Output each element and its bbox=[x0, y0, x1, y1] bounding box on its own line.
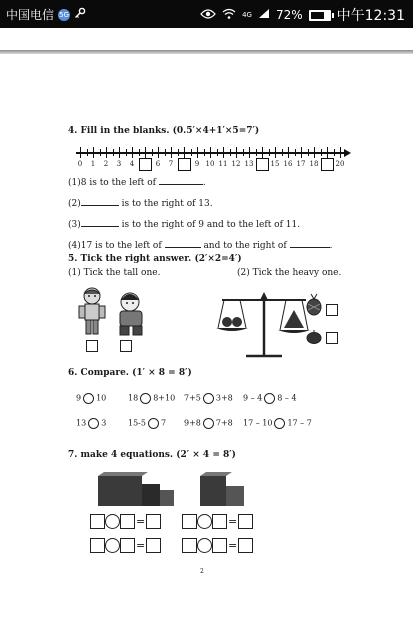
wifi-icon bbox=[222, 8, 236, 22]
number-line-minor-tick bbox=[282, 149, 283, 156]
compare-2-2-circle[interactable] bbox=[148, 418, 159, 429]
short-child-figure bbox=[120, 293, 142, 335]
compare-2-4 bbox=[243, 418, 312, 429]
q4-item-3-blank[interactable] bbox=[81, 217, 119, 227]
compare-2-4-right: 17 – 7 bbox=[287, 418, 312, 428]
number-line-minor-tick bbox=[256, 149, 257, 156]
equals-sign: = bbox=[136, 539, 146, 552]
q4-item-3 bbox=[68, 217, 300, 230]
number-line-minor-tick bbox=[204, 149, 205, 156]
equation-row-1-left bbox=[90, 514, 161, 529]
eq-operator-circle[interactable] bbox=[105, 514, 120, 529]
q4-item-1-text: (1)8 is to the left of bbox=[68, 178, 156, 188]
number-line-label: 11 bbox=[218, 160, 228, 168]
eq-box[interactable] bbox=[182, 538, 197, 553]
number-line-label: 16 bbox=[283, 160, 293, 168]
q6-title: 6. Compare. (1′ × 8 = 8′) bbox=[68, 368, 192, 378]
number-line-minor-tick bbox=[217, 149, 218, 156]
worksheet-page[interactable] bbox=[0, 54, 413, 641]
number-line-minor-tick bbox=[321, 149, 322, 156]
q4-item-3-number: (3) bbox=[68, 220, 81, 230]
battery-percent: 72% bbox=[275, 8, 303, 22]
compare-1-1-left: 9 bbox=[76, 393, 82, 403]
equals-sign: = bbox=[228, 515, 238, 528]
eq-box[interactable] bbox=[212, 538, 227, 553]
status-right bbox=[200, 5, 405, 25]
compare-2-3-left: 9+8 bbox=[184, 418, 201, 428]
compare-2-3-circle[interactable] bbox=[203, 418, 214, 429]
number-line-minor-tick bbox=[113, 149, 114, 156]
q4-item-2-blank[interactable] bbox=[81, 196, 119, 206]
compare-2-2-left: 15-5 bbox=[128, 418, 146, 428]
number-line-minor-tick bbox=[308, 149, 309, 156]
battery-fill bbox=[311, 12, 324, 19]
signal-icon bbox=[258, 8, 270, 22]
q4-item-2-text: is to the right of 13. bbox=[121, 199, 213, 209]
block-shape-right bbox=[200, 472, 244, 506]
number-line-tick bbox=[119, 147, 120, 158]
two-children-illustration bbox=[76, 286, 156, 338]
compare-1-4-right: 8 – 4 bbox=[277, 393, 297, 403]
number-line-label: 9 bbox=[194, 160, 200, 168]
compare-2-3-right: 7+8 bbox=[215, 418, 233, 428]
tall-child-figure bbox=[79, 288, 105, 334]
number-line-arrow bbox=[344, 149, 351, 157]
number-line-tick bbox=[340, 147, 341, 158]
number-line-minor-tick bbox=[243, 149, 244, 156]
number-line-tick bbox=[262, 147, 263, 158]
q4-item-2 bbox=[68, 196, 213, 209]
number-line-label: 13 bbox=[244, 160, 254, 168]
compare-2-2-right: 7 bbox=[160, 418, 167, 428]
status-left bbox=[6, 6, 86, 23]
number-line-tick bbox=[106, 147, 107, 158]
page-number: 2 bbox=[200, 568, 204, 575]
number-line-tick bbox=[249, 147, 250, 158]
number-line-minor-tick bbox=[165, 149, 166, 156]
eq-box[interactable] bbox=[212, 514, 227, 529]
tick-box-short-child[interactable] bbox=[120, 340, 132, 352]
compare-1-4-circle[interactable] bbox=[264, 393, 275, 404]
network-type: 4G bbox=[242, 10, 252, 19]
compare-1-3-circle[interactable] bbox=[203, 393, 214, 404]
q4-item-4 bbox=[68, 238, 332, 251]
compare-1-2-left: 18 bbox=[128, 393, 139, 403]
number-line-label: 0 bbox=[77, 160, 83, 168]
eq-box[interactable] bbox=[238, 538, 253, 553]
equation-row-2-right bbox=[182, 538, 253, 553]
compare-1-3-right: 3+8 bbox=[215, 393, 233, 403]
compare-1-2 bbox=[128, 393, 175, 404]
q4-item-4-middle: and to the right of bbox=[203, 241, 287, 251]
network-badge-icon: 5G bbox=[59, 10, 69, 19]
number-line-minor-tick bbox=[178, 149, 179, 156]
q4-item-1-end: . bbox=[202, 178, 206, 188]
compare-1-2-circle[interactable] bbox=[140, 393, 151, 404]
q4-item-1 bbox=[68, 175, 206, 188]
eq-box[interactable] bbox=[182, 514, 197, 529]
number-line-tick bbox=[145, 147, 146, 158]
compare-2-1-right: 3 bbox=[101, 418, 107, 428]
equation-row-1-right bbox=[182, 514, 253, 529]
number-line-minor-tick bbox=[191, 149, 192, 156]
number-line-label: 18 bbox=[309, 160, 319, 168]
number-line-label: 10 bbox=[205, 160, 215, 168]
equation-row-2-left bbox=[90, 538, 161, 553]
number-line-label: 7 bbox=[168, 160, 174, 168]
number-line-label: 15 bbox=[270, 160, 280, 168]
compare-2-4-circle[interactable] bbox=[274, 418, 285, 429]
pineapple-icon bbox=[305, 292, 323, 316]
eq-box[interactable] bbox=[90, 514, 105, 529]
number-line-minor-tick bbox=[295, 149, 296, 156]
compare-1-3-left: 7+5 bbox=[184, 393, 201, 403]
number-line-tick bbox=[93, 147, 94, 158]
compare-1-3 bbox=[184, 393, 233, 404]
number-line-label: 2 bbox=[103, 160, 109, 168]
compare-2-1-left: 13 bbox=[76, 418, 87, 428]
number-line-minor-tick bbox=[230, 149, 231, 156]
compare-2-4-left: 17 – 10 bbox=[243, 418, 273, 428]
number-line-tick bbox=[236, 147, 237, 158]
compare-1-4 bbox=[243, 393, 297, 404]
number-line-label: 17 bbox=[296, 160, 306, 168]
equals-sign: = bbox=[136, 515, 146, 528]
number-line-label: 12 bbox=[231, 160, 241, 168]
eq-box[interactable] bbox=[146, 514, 161, 529]
number-line-label: 3 bbox=[116, 160, 122, 168]
battery-icon bbox=[309, 10, 331, 21]
q4-item-4-text: (4)17 is to the left of bbox=[68, 241, 162, 251]
block-shape-left bbox=[98, 472, 174, 506]
number-line-tick bbox=[301, 147, 302, 158]
tick-box-tall-child[interactable] bbox=[86, 340, 98, 352]
carrier-name: 中国电信 bbox=[6, 8, 55, 22]
eq-operator-circle[interactable] bbox=[197, 538, 212, 553]
number-line-tick bbox=[210, 147, 211, 158]
tick-box-pineapple[interactable] bbox=[326, 304, 338, 316]
q5-title: 5. Tick the right answer. (2′×2=4′) bbox=[68, 254, 242, 264]
number-line-label: 4 bbox=[129, 160, 135, 168]
compare-1-2-right: 8+10 bbox=[153, 393, 176, 403]
status-bar bbox=[0, 0, 413, 28]
number-line-tick bbox=[171, 147, 172, 158]
q4-item-4-blank-2[interactable] bbox=[290, 238, 330, 248]
q4-item-3-text: is to the right of 9 and to the left of 11. bbox=[121, 220, 301, 230]
number-line-minor-tick bbox=[269, 149, 270, 156]
compare-2-2 bbox=[128, 418, 166, 429]
number-line-tick bbox=[184, 147, 185, 158]
number-line-label: 20 bbox=[335, 160, 345, 168]
eq-operator-circle[interactable] bbox=[197, 514, 212, 529]
key-icon bbox=[74, 7, 86, 22]
number-line-tick bbox=[223, 147, 224, 158]
q4-title: 4. Fill in the blanks. (0.5′×4+1′×5=7′) bbox=[68, 126, 260, 136]
number-line-tick bbox=[197, 147, 198, 158]
number-line-label: 6 bbox=[155, 160, 161, 168]
number-line-tick bbox=[158, 147, 159, 158]
eq-box[interactable] bbox=[146, 538, 161, 553]
fruit-icon bbox=[306, 330, 322, 344]
compare-2-1-circle[interactable] bbox=[88, 418, 99, 429]
number-line-tick bbox=[288, 147, 289, 158]
number-line-minor-tick bbox=[139, 149, 140, 156]
number-line-minor-tick bbox=[334, 149, 335, 156]
eq-box[interactable] bbox=[90, 538, 105, 553]
number-line-axis bbox=[76, 152, 346, 154]
q5-part2: (2) Tick the heavy one. bbox=[237, 268, 342, 278]
q4-item-1-blank[interactable] bbox=[159, 175, 203, 185]
number-line-tick bbox=[132, 147, 133, 158]
compare-2-3 bbox=[184, 418, 233, 429]
number-line-tick bbox=[327, 147, 328, 158]
equals-sign: = bbox=[228, 539, 238, 552]
q4-item-2-number: (2) bbox=[68, 199, 81, 209]
compare-1-4-left: 9 – 4 bbox=[243, 393, 263, 403]
number-line-minor-tick bbox=[100, 149, 101, 156]
eq-box[interactable] bbox=[238, 514, 253, 529]
number-line-label: 1 bbox=[90, 160, 96, 168]
balance-scale-illustration bbox=[216, 288, 312, 358]
number-line-tick bbox=[275, 147, 276, 158]
number-line-minor-tick bbox=[152, 149, 153, 156]
number-line-minor-tick bbox=[126, 149, 127, 156]
compare-2-1 bbox=[76, 418, 106, 429]
eq-box[interactable] bbox=[120, 514, 135, 529]
q4-item-4-blank-1[interactable] bbox=[165, 238, 201, 248]
compare-1-1 bbox=[76, 393, 106, 404]
q4-item-4-end: . bbox=[329, 241, 333, 251]
eye-icon bbox=[200, 8, 216, 22]
number-line-tick bbox=[314, 147, 315, 158]
q7-title: 7. make 4 equations. (2′ × 4 = 8′) bbox=[68, 450, 236, 460]
eq-box[interactable] bbox=[120, 538, 135, 553]
eq-operator-circle[interactable] bbox=[105, 538, 120, 553]
number-line bbox=[76, 146, 352, 176]
tick-box-fruit[interactable] bbox=[326, 332, 338, 344]
compare-1-1-circle[interactable] bbox=[83, 393, 94, 404]
compare-1-1-right: 10 bbox=[96, 393, 107, 403]
q5-part1: (1) Tick the tall one. bbox=[68, 268, 161, 278]
number-line-tick bbox=[80, 147, 81, 158]
clock: 中午12:31 bbox=[336, 8, 405, 24]
number-line-minor-tick bbox=[87, 149, 88, 156]
